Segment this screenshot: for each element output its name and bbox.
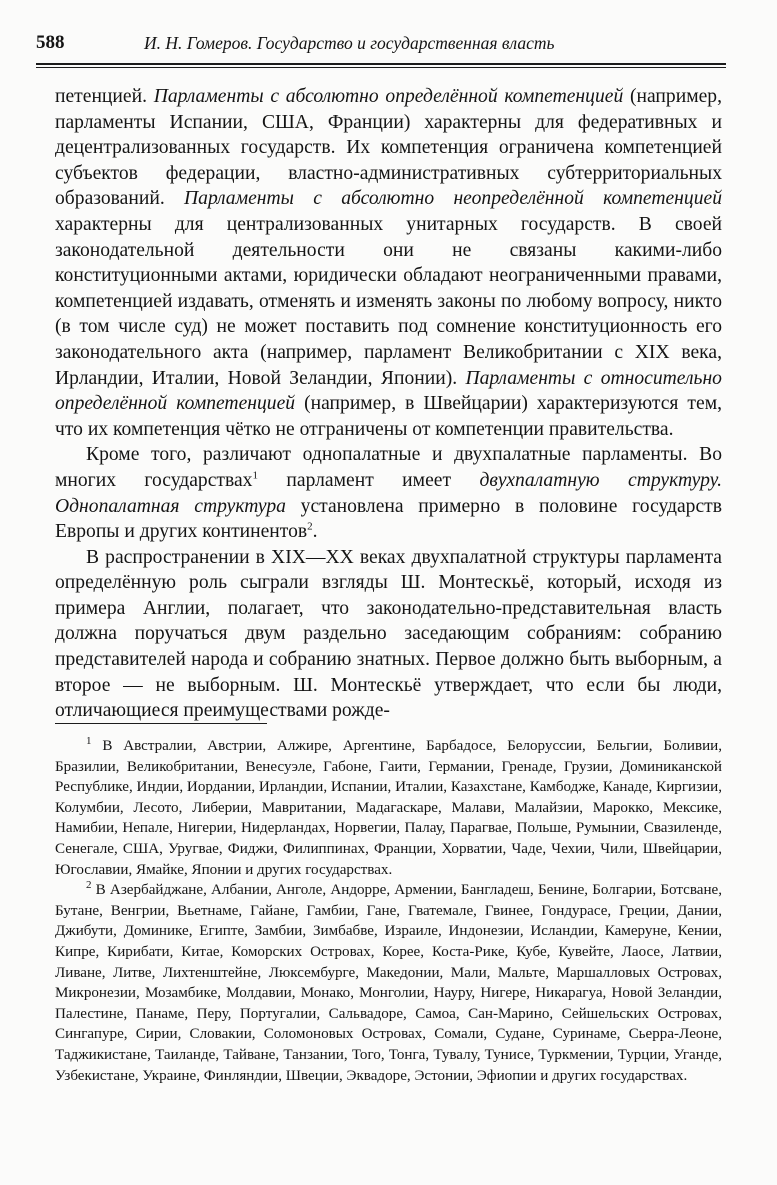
- header-rule-thin: [36, 67, 726, 68]
- page-header: [36, 30, 726, 58]
- footnote-mark-1: 1: [86, 734, 92, 747]
- page-number: 588: [36, 32, 65, 53]
- paragraph-2: [55, 442, 722, 544]
- paragraph-1: [55, 84, 722, 442]
- text-run: парламент имеет: [257, 469, 480, 491]
- footnote-mark-2: 2: [86, 879, 92, 892]
- italic-term: Парламенты с абсолютно определённой компетенцией: [153, 86, 624, 107]
- footnote-ref-2: 2: [307, 520, 313, 533]
- footnote-2: [55, 880, 722, 1086]
- paragraph-3: В распространении в XIX—XX веках двухпалатной структуры парламента определённую роль сыграли взгляды Ш. Монтескьё, который, исходя из примера Англии, полагает, что законодательно-представительная власть должна поручаться двум раздельно заседающим собраниям: собранию представителей народа и собранию знатных. Первое должно быть выборным, а второе — не выборным. Ш. Монтескьё утверждает, что если бы люди, отличающиеся преимуществами рожде-: [55, 546, 722, 722]
- footnote-separator: [55, 723, 267, 724]
- text-run: .: [312, 521, 318, 543]
- footnote-ref-1: 1: [252, 469, 258, 482]
- footnote-text-2: В Азербайджане, Албании, Анголе, Андорре, Армении, Бангладеш, Бенине, Болгарии, Ботсване, Бутане, Венгрии, Вьетнаме, Гайане, Гамбии, Гане, Гватемале, Гвинее, Гондурасе, Греции, Дании, Джибути, Доминике, Египте, Замбии, Зимбабве, Израиле, Индонезии, Исландии, Камеруне, Кении, Кипре, Кирибати, Китае, Коморских Островах, Корее, Коста-Рике, Кубе, Кувейте, Лаосе, Латвии, Ливане, Литве, Лихтенштейне, Люксембурге, Македонии, Мали, Мальте, Маршалловых Островах, Микронезии, Мозамбике, Молдавии, Монако, Монголии, Науру, Нигере, Никарагуа, Новой Зеландии, Палестине, Панаме, Перу, Португалии, Сальвадоре, Самоа, Сан-Марино, Сейшельских Островах, Сингапуре, Сирии, Словакии, Соломоновых Островах, Сомали, Судане, Суринаме, Сьерра-Леоне, Таджикистане, Таиланде, Тайване, Танзании, Того, Тонга, Тувалу, Тунисе, Туркмении, Турции, Уганде, Узбекистане, Украине, Финляндии, Швеции, Эквадоре, Эстонии, Эфиопии и других государствах.: [55, 882, 722, 1084]
- text-run: характерны для централизованных унитарных государств. В своей законодательной деятельности они не связаны какими-либо конституционными актами, юридически обладают неограниченными правами, компетенцией издавать, отменять и изменять законы по любому вопросу, никто (в том числе суд) не может поставить под сомнение конституционность его законодательного акта (например, парламент Великобритании с XIX века, Ирландии, Италии, Новой Зеландии, Японии).: [55, 213, 722, 389]
- main-text: [55, 84, 722, 724]
- italic-term: Парламенты с абсолютно неопределённой компетенцией: [184, 188, 722, 210]
- text-run: (например, в Швейцарии) характеризуются тем, что их компетенция чётко не отграничены от компетенции правительства.: [55, 393, 722, 440]
- running-head: И. Н. Гомеров. Государство и государственная власть: [144, 33, 555, 53]
- text-run: установлена примерно в половине государств Европы и других континентов: [55, 495, 722, 543]
- footnotes: [55, 736, 722, 1086]
- text-run: (например, парламенты Испании, США, Франции) характерны для федеративных и децентрализованных государств. Их компетенция ограничена компетенцией субъектов федерации, властно-административных субтерриториальных образований.: [55, 86, 722, 210]
- italic-term: двухпалатную структуру. Однопалатная структура: [55, 469, 722, 517]
- text-run: петенцией.: [55, 86, 154, 107]
- italic-term: Парламенты с относительно определённой компетенцией: [55, 367, 722, 415]
- header-rule-thick: [36, 63, 726, 65]
- footnote-1: [55, 736, 722, 880]
- footnote-text-1: В Австралии, Австрии, Алжире, Аргентине, Барбадосе, Белоруссии, Бельгии, Боливии, Бразилии, Великобритании, Венесуэле, Габоне, Гаити, Германии, Гренаде, Грузии, Доминиканской Республике, Индии, Иордании, Ирландии, Испании, Италии, Казахстане, Камбодже, Канаде, Киргизии, Колумбии, Лесото, Либерии, Мавритании, Мадагаскаре, Малави, Малайзии, Марокко, Мексике, Намибии, Непале, Нигерии, Нидерландах, Норвегии, Палау, Парагвае, Польше, Румынии, Свазиленде, Сенегале, США, Уругвае, Фиджи, Филиппинах, Франции, Хорватии, Чаде, Чехии, Чили, Швейцарии, Югославии, Ямайке, Японии и других государствах.: [55, 738, 722, 878]
- text-run: Кроме того, различают однопалатные и двухпалатные парламенты. Во многих государствах: [55, 444, 722, 491]
